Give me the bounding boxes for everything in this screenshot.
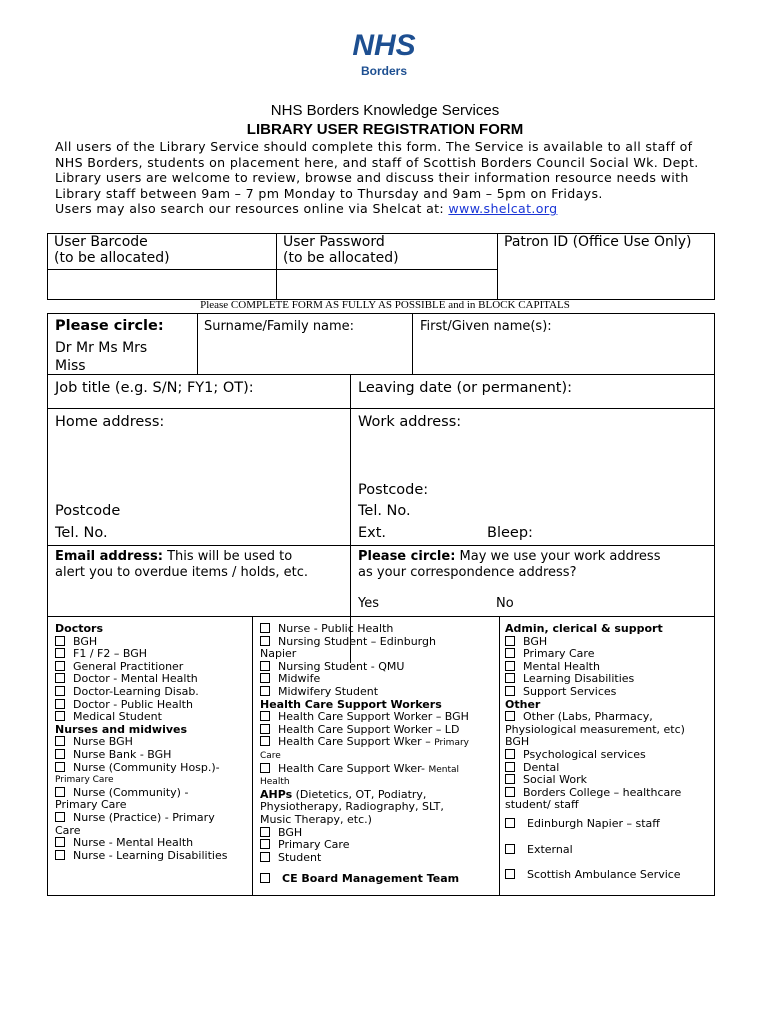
password-label: User Password [283, 234, 385, 250]
first-name-field[interactable]: First/Given name(s): [420, 319, 552, 334]
no-option[interactable]: No [496, 596, 514, 611]
checkbox-item[interactable]: Scottish Ambulance Service [505, 869, 713, 882]
password-cell [277, 234, 498, 270]
leaving-date-field[interactable]: Leaving date (or permanent): [358, 380, 573, 396]
barcode-value[interactable] [48, 270, 277, 300]
checkbox-item[interactable]: Nursing Student – Edinburgh [260, 636, 498, 649]
account-table [47, 233, 715, 300]
barcode-label: User Barcode [54, 234, 148, 250]
category-col-1 [55, 623, 250, 862]
checkbox-item[interactable]: Edinburgh Napier – staff [505, 818, 713, 831]
barcode-note: (to be allocated) [54, 250, 170, 266]
ext-field[interactable]: Ext. [358, 525, 387, 541]
home-postcode-field[interactable]: Postcode [55, 503, 121, 519]
work-address-field[interactable]: Work address: [358, 414, 462, 430]
checkbox-item[interactable]: Support Services [505, 686, 713, 699]
item-continued: Care [55, 823, 81, 837]
yes-option[interactable]: Yes [358, 596, 379, 611]
checkbox-item[interactable]: Other (Labs, Pharmacy, [505, 711, 713, 724]
logo-main: NHS [352, 29, 416, 62]
patron-cell [498, 234, 715, 300]
checkbox-item[interactable]: Psychological services [505, 749, 713, 762]
item-continued: Music Therapy, etc.) [260, 812, 372, 826]
checkbox-item[interactable]: General Practitioner [55, 661, 250, 674]
circle-title-label: Please circle: [55, 318, 164, 334]
item-continued: Physiological measurement, etc) [505, 722, 685, 736]
checkbox-item[interactable]: Nurse (Community Hosp.)- [55, 762, 250, 775]
checkbox-item[interactable]: Doctor-Learning Disab. [55, 686, 250, 699]
checkbox-item[interactable]: Primary Care [260, 839, 498, 852]
intro-p3-text: Users may also search our resources online via Shelcat at: [55, 201, 449, 216]
other-heading: Other [505, 697, 541, 711]
org-title: NHS Borders Knowledge Services [270, 102, 500, 119]
work-tel-field[interactable]: Tel. No. [358, 503, 411, 519]
checkbox-item[interactable]: Health Care Support Wker – Primary [260, 736, 498, 750]
checkbox-item[interactable]: Mental Health [505, 661, 713, 674]
title-options[interactable] [55, 339, 147, 375]
checkbox-item[interactable]: Dental [505, 762, 713, 775]
checkbox-item[interactable]: Health Care Support Worker – LD [260, 724, 498, 737]
nhs-borders-logo [342, 30, 426, 86]
checkbox-item[interactable]: External [505, 844, 713, 857]
password-value[interactable] [277, 270, 498, 300]
correspondence-question [358, 549, 660, 581]
email-label: Email address: [55, 549, 163, 564]
checkbox-item[interactable]: Doctor - Public Health [55, 699, 250, 712]
item-continued: BGH [505, 735, 530, 749]
item-continued: Primary Care [55, 798, 127, 812]
checkbox-item[interactable]: Nurse BGH [55, 736, 250, 749]
checkbox-item[interactable]: Nurse (Practice) - Primary [55, 812, 250, 825]
registration-form [47, 313, 715, 896]
checkbox-item[interactable]: Doctor - Mental Health [55, 673, 250, 686]
nurses-heading: Nurses and midwives [55, 722, 188, 736]
checkbox-item[interactable]: Nurse - Public Health [260, 623, 498, 636]
checkbox-item[interactable]: Primary Care [505, 648, 713, 661]
checkbox-item[interactable]: Medical Student [55, 711, 250, 724]
email-text2: alert you to overdue items / holds, etc. [55, 565, 308, 580]
job-title-field[interactable]: Job title (e.g. S/N; FY1; OT): [55, 380, 254, 396]
intro-p1: All users of the Library Service should complete this form. The Service is available to all staff of NHS Borders, students on placement here, and staff of Scottish Borders Council Social Wk. Dept. [55, 139, 699, 170]
title-options-line2: Miss [55, 358, 86, 374]
checkbox-item[interactable]: Nurse - Mental Health [55, 837, 250, 850]
checkbox-item-ce-board[interactable]: CE Board Management Team [260, 873, 498, 886]
password-note: (to be allocated) [283, 250, 399, 266]
surname-field[interactable]: Surname/Family name: [204, 319, 355, 334]
ahp-heading: AHPs (Dietetics, OT, Podiatry, [260, 787, 427, 801]
checkbox-item[interactable]: Nurse Bank - BGH [55, 749, 250, 762]
checkbox-item[interactable]: BGH [505, 636, 713, 649]
checkbox-item[interactable]: Midwife [260, 673, 498, 686]
intro-p3 [55, 201, 715, 217]
item-continued: Physiotherapy, Radiography, SLT, [260, 800, 444, 814]
item-continued: Care [260, 750, 281, 761]
corr-label: Please circle: [358, 549, 456, 564]
email-text1: This will be used to [162, 549, 293, 564]
work-postcode-field[interactable]: Postcode: [358, 482, 429, 498]
corr-text2: as your correspondence address? [358, 565, 577, 580]
item-continued: Health [260, 777, 290, 788]
title-options-line1: Dr Mr Ms Mrs [55, 340, 148, 356]
checkbox-item[interactable]: Health Care Support Wker- Mental [260, 763, 498, 777]
home-tel-field[interactable]: Tel. No. [55, 525, 108, 541]
email-field[interactable] [55, 549, 308, 581]
checkbox-item[interactable]: Student [260, 852, 498, 865]
checkbox-item[interactable]: Borders College – healthcare [505, 787, 713, 800]
hcsw-heading: Health Care Support Workers [260, 697, 442, 711]
bleep-field[interactable]: Bleep: [487, 525, 533, 541]
category-col-2 [260, 623, 498, 886]
checkbox-item[interactable]: BGH [55, 636, 250, 649]
shelcat-link[interactable]: www.shelcat.org [448, 201, 558, 216]
form-title: LIBRARY USER REGISTRATION FORM [246, 121, 524, 138]
corr-text1: May we use your work address [455, 549, 661, 564]
intro-p2: Library users are welcome to review, browse and discuss their information resource needs with Library staff between 9am – 7 pm Monday to Thursday and 9am – 5pm on Fridays. [55, 170, 689, 201]
checkbox-item[interactable]: F1 / F2 – BGH [55, 648, 250, 661]
patron-label: Patron ID (Office Use Only) [504, 234, 692, 250]
item-continued: student/ staff [505, 798, 579, 812]
checkbox-item[interactable]: Nurse (Community) - [55, 787, 250, 800]
checkbox-item[interactable]: Nursing Student - QMU [260, 661, 498, 674]
home-address-field[interactable]: Home address: [55, 414, 165, 430]
logo-sub: Borders [360, 64, 407, 78]
admin-heading: Admin, clerical & support [505, 622, 663, 635]
barcode-cell [48, 234, 277, 270]
intro-text [55, 139, 715, 217]
checkbox-item[interactable]: Learning Disabilities [505, 673, 713, 686]
instruction-note: Please COMPLETE FORM AS FULLY AS POSSIBLE and in BLOCK CAPITALS [200, 299, 570, 311]
item-continued: Napier [260, 647, 297, 661]
category-col-3 [505, 623, 713, 882]
checkbox-item[interactable]: Health Care Support Worker – BGH [260, 711, 498, 724]
doctors-heading: Doctors [55, 622, 103, 635]
checkbox-item[interactable]: Social Work [505, 774, 713, 787]
checkbox-item[interactable]: BGH [260, 827, 498, 840]
checkbox-item[interactable]: Nurse - Learning Disabilities [55, 850, 250, 863]
checkbox-item[interactable]: Midwifery Student [260, 686, 498, 699]
item-continued: Primary Care [55, 775, 114, 786]
